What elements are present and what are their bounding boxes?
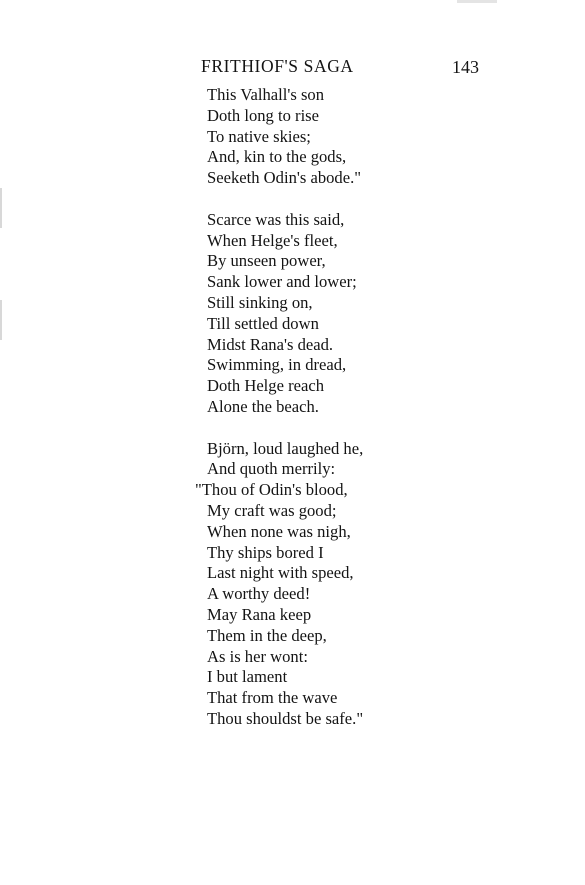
verse-line: Björn, loud laughed he, — [207, 438, 364, 458]
page-number: 143 — [452, 57, 479, 77]
verse-line: May Rana keep — [207, 604, 312, 624]
stanza-2 — [207, 210, 537, 418]
verse-line: A worthy deed! — [207, 584, 311, 604]
verse-line: Alone the beach. — [207, 396, 319, 416]
verse-line: When Helge's fleet, — [207, 230, 338, 250]
verse-line: Sank lower and lower; — [207, 272, 357, 292]
verse-line: "Thou of Odin's blood, — [195, 480, 348, 500]
verse-line: Thou shouldst be safe." — [207, 708, 364, 728]
verse-line: Doth long to rise — [207, 105, 319, 125]
verse-line: When none was nigh, — [207, 521, 351, 541]
verse-line: And, kin to the gods, — [207, 147, 347, 167]
verse-line: By unseen power, — [207, 251, 326, 271]
verse-line: To native skies; — [207, 126, 311, 146]
verse-line: Till settled down — [207, 313, 319, 333]
verse-line: My craft was good; — [207, 500, 337, 520]
verse-line: Last night with speed, — [207, 563, 354, 583]
verse-line: This Valhall's son — [207, 85, 324, 104]
verse-line: That from the wave — [207, 688, 338, 708]
verse-line: Swimming, in dread, — [207, 355, 347, 375]
running-title: FRITHIOF'S SAGA — [201, 56, 354, 76]
stanza-3 — [195, 438, 537, 730]
verse-line: I but lament — [207, 667, 288, 687]
verse-line: Midst Rana's dead. — [207, 334, 334, 354]
verse-line: Seeketh Odin's abode." — [207, 168, 362, 188]
verse-line: Them in the deep, — [207, 625, 327, 645]
scan-edge-mark — [0, 300, 2, 340]
scan-edge-mark — [457, 0, 497, 3]
scan-edge-mark — [0, 188, 2, 228]
verse-line: Thy ships bored I — [207, 542, 324, 562]
stanza-1 — [207, 85, 537, 189]
verse-line: Doth Helge reach — [207, 376, 325, 396]
verse-line: Still sinking on, — [207, 292, 313, 312]
verse-line: As is her wont: — [207, 646, 308, 666]
poem — [195, 85, 537, 730]
verse-line: And quoth merrily: — [207, 459, 336, 479]
verse-line: Scarce was this said, — [207, 209, 345, 229]
